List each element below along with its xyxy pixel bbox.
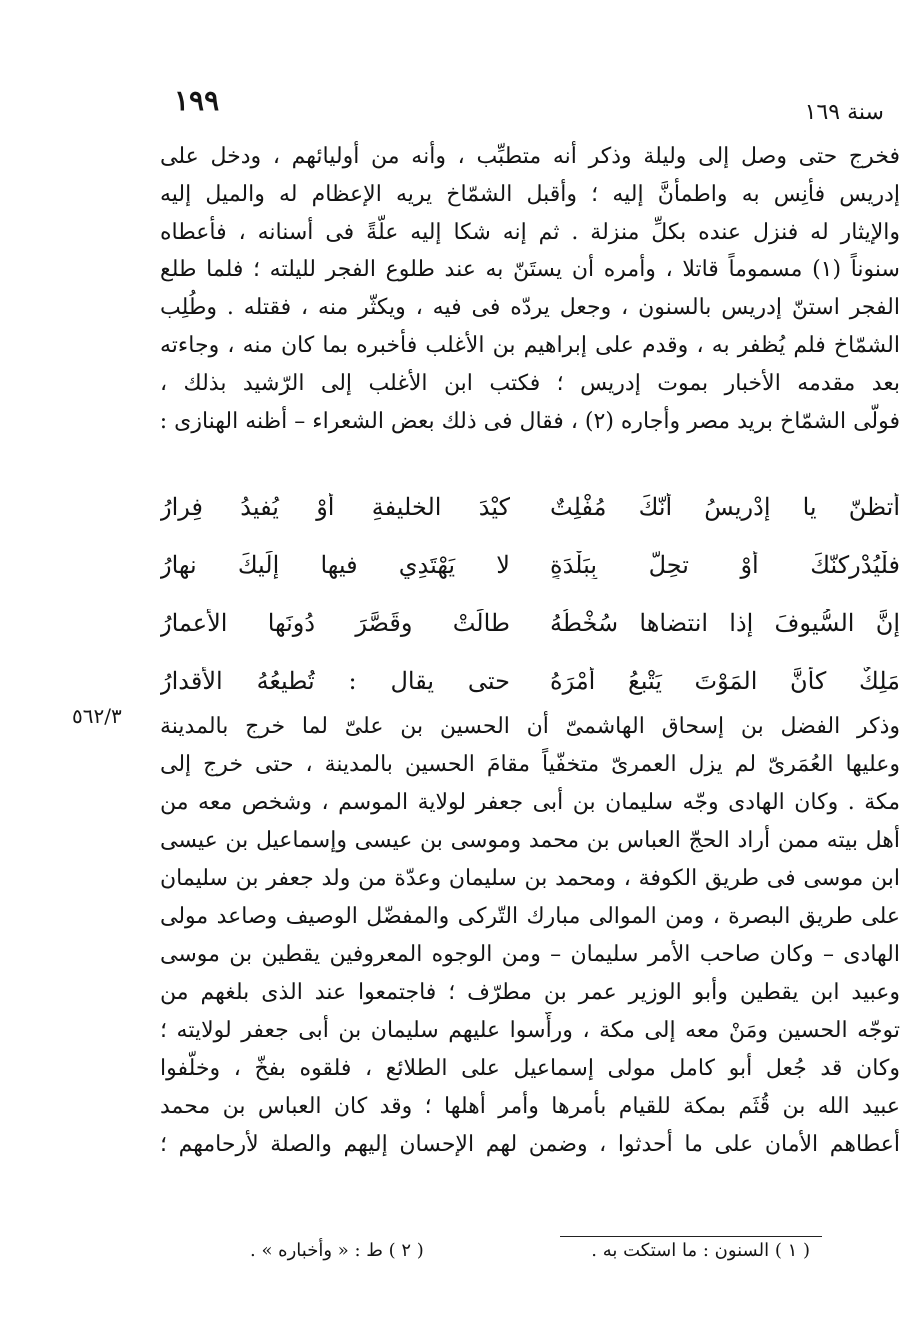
verse-first-hemistich: مَلِكٌ كأنَّ المَوْتَ يَتْبعُ أمْرَهُ xyxy=(550,667,900,695)
text-line: مكة . وكان الهادى وجّه سليمان بن أبى جعفر لولاية الموسم ، وشخص معه من xyxy=(160,790,900,815)
text-line: توجّه الحسين ومَنْ معه إلى مكة ، ورأّسوا عليهم سليمان بن أبى جعفر لولايته ؛ xyxy=(160,1018,900,1043)
text-line: إدريس فأنِس به واطمأنَّ إليه ؛ وأقبل الشمّاخ يريه الإعظام له والميل إليه xyxy=(160,181,900,207)
margin-reference: ٥٦٢/٣ xyxy=(72,704,122,728)
text-line: أعطاهم الأمان على ما أحدثوا ، وضمن لهم الإحسان إليهم والصلة لأرحامهم ؛ xyxy=(160,1132,900,1157)
prose-paragraph-2 xyxy=(160,708,900,1164)
text-line: ابن موسى فى طريق الكوفة ، ومحمد بن سليمان وعدّة من ولد جعفر بن سليمان xyxy=(160,866,900,891)
verse-second-hemistich: لا يَهْتَدِي فيها إلَيكَ نهارُ xyxy=(160,551,510,579)
text-line: عبيد الله بن قُثَم بمكة للقيام بأمرها وأمر أهلها ؛ وقد كان العباس بن محمد xyxy=(160,1094,900,1119)
text-line: وعبيد ابن يقطين وأبو الوزير عمر بن مطرّف ؛ فاجتمعوا عند الذى بلغهم من xyxy=(160,980,900,1005)
verse-second-hemistich: حتى يقال : تُطيعُهُ الأقدارُ xyxy=(160,667,510,695)
text-line: سنوناً (١) مسموماً قاتلا ، وأمره أن يستَنّ به عند طلوع الفجر لليلته ؛ فلما طلع xyxy=(160,257,900,283)
text-line: الشمّاخ فلم يُظفر به ، وقدم على إبراهيم بن الأغلب فأخبره بما كان منه ، وجاءته xyxy=(160,332,900,358)
poem xyxy=(160,478,900,710)
verse-second-hemistich: طالَتْ وقَصَّرَ دُونَها الأعمارُ xyxy=(160,609,510,637)
text-line: أهل بيته ممن أراد الحجّ العباس بن محمد وموسى بن عيسى وإسماعيل بن عيسى xyxy=(160,828,900,853)
text-line: فولّى الشمّاخ بريد مصر وأجاره (٢) ، فقال فى ذلك بعض الشعراء – أظنه الهنازى : xyxy=(160,408,900,434)
poem-verse xyxy=(160,594,900,652)
footnote-2: ( ٢ ) ط : « وأخباره » . xyxy=(250,1240,424,1261)
running-header-year: سنة ١٦٩ xyxy=(804,100,884,125)
text-line: الهادى – وكان صاحب الأمر سليمان – ومن الوجوه المعروفين يقطين بن موسى xyxy=(160,942,900,967)
text-line: الفجر استنّ إدريس بالسنون ، وجعل يردّه فى فيه ، ويكثّر منه ، فقتله . وطُلِب xyxy=(160,295,900,321)
verse-first-hemistich: أتظنّ يا إدْرِيسُ أنّكَ مُفْلِتٌ xyxy=(550,493,900,521)
footnote-divider xyxy=(560,1236,822,1237)
text-line: والإيثار له فنزل عنده بكلِّ منزلة . ثم إنه شكا إليه علّةً فى أسنانه ، فأعطاه xyxy=(160,219,900,245)
text-line: وكان قد جُعل أبو كامل مولى إسماعيل على الطلائع ، فلقوه بفخّ ، وخلّفوا xyxy=(160,1056,900,1081)
text-line: بعد مقدمه الأخبار بموت إدريس ؛ فكتب ابن الأغلب إلى الرّشيد بذلك ، xyxy=(160,370,900,396)
verse-second-hemistich: كيْدَ الخليفةِ أوْ يُفيدُ فِرارُ xyxy=(160,493,510,521)
text-line: على طريق البصرة ، ومن الموالى مبارك التّركى والمفضّل الوصيف وصاعد مولى xyxy=(160,904,900,929)
text-line: وعليها العُمَرىّ لم يزل العمرىّ متخفّياً مقامَ الحسين بالمدينة ، حتى خرج إلى xyxy=(160,752,900,777)
verse-first-hemistich: إنَّ السُّيوفَ إذا انتضاها سُخْطُهُ xyxy=(550,609,900,637)
poem-verse xyxy=(160,478,900,536)
text-line: وذكر الفضل بن إسحاق الهاشمىّ أن الحسين بن علىّ لما خرج بالمدينة xyxy=(160,714,900,739)
prose-paragraph-1 xyxy=(160,138,900,440)
verse-first-hemistich: فلْيُدْرِكنّكَ أوْ تحِلَّ بِبَلْدَةٍ xyxy=(550,551,900,579)
footnotes xyxy=(250,1240,810,1270)
footnote-1: ( ١ ) السنون : ما استكت به . xyxy=(591,1240,810,1261)
text-line: فخرج حتى وصل إلى وليلة وذكر أنه متطبِّب ، وأنه من أوليائهم ، ودخل على xyxy=(160,144,900,169)
page-number: ١٩٩ xyxy=(174,84,220,117)
poem-verse xyxy=(160,652,900,710)
poem-verse xyxy=(160,536,900,594)
